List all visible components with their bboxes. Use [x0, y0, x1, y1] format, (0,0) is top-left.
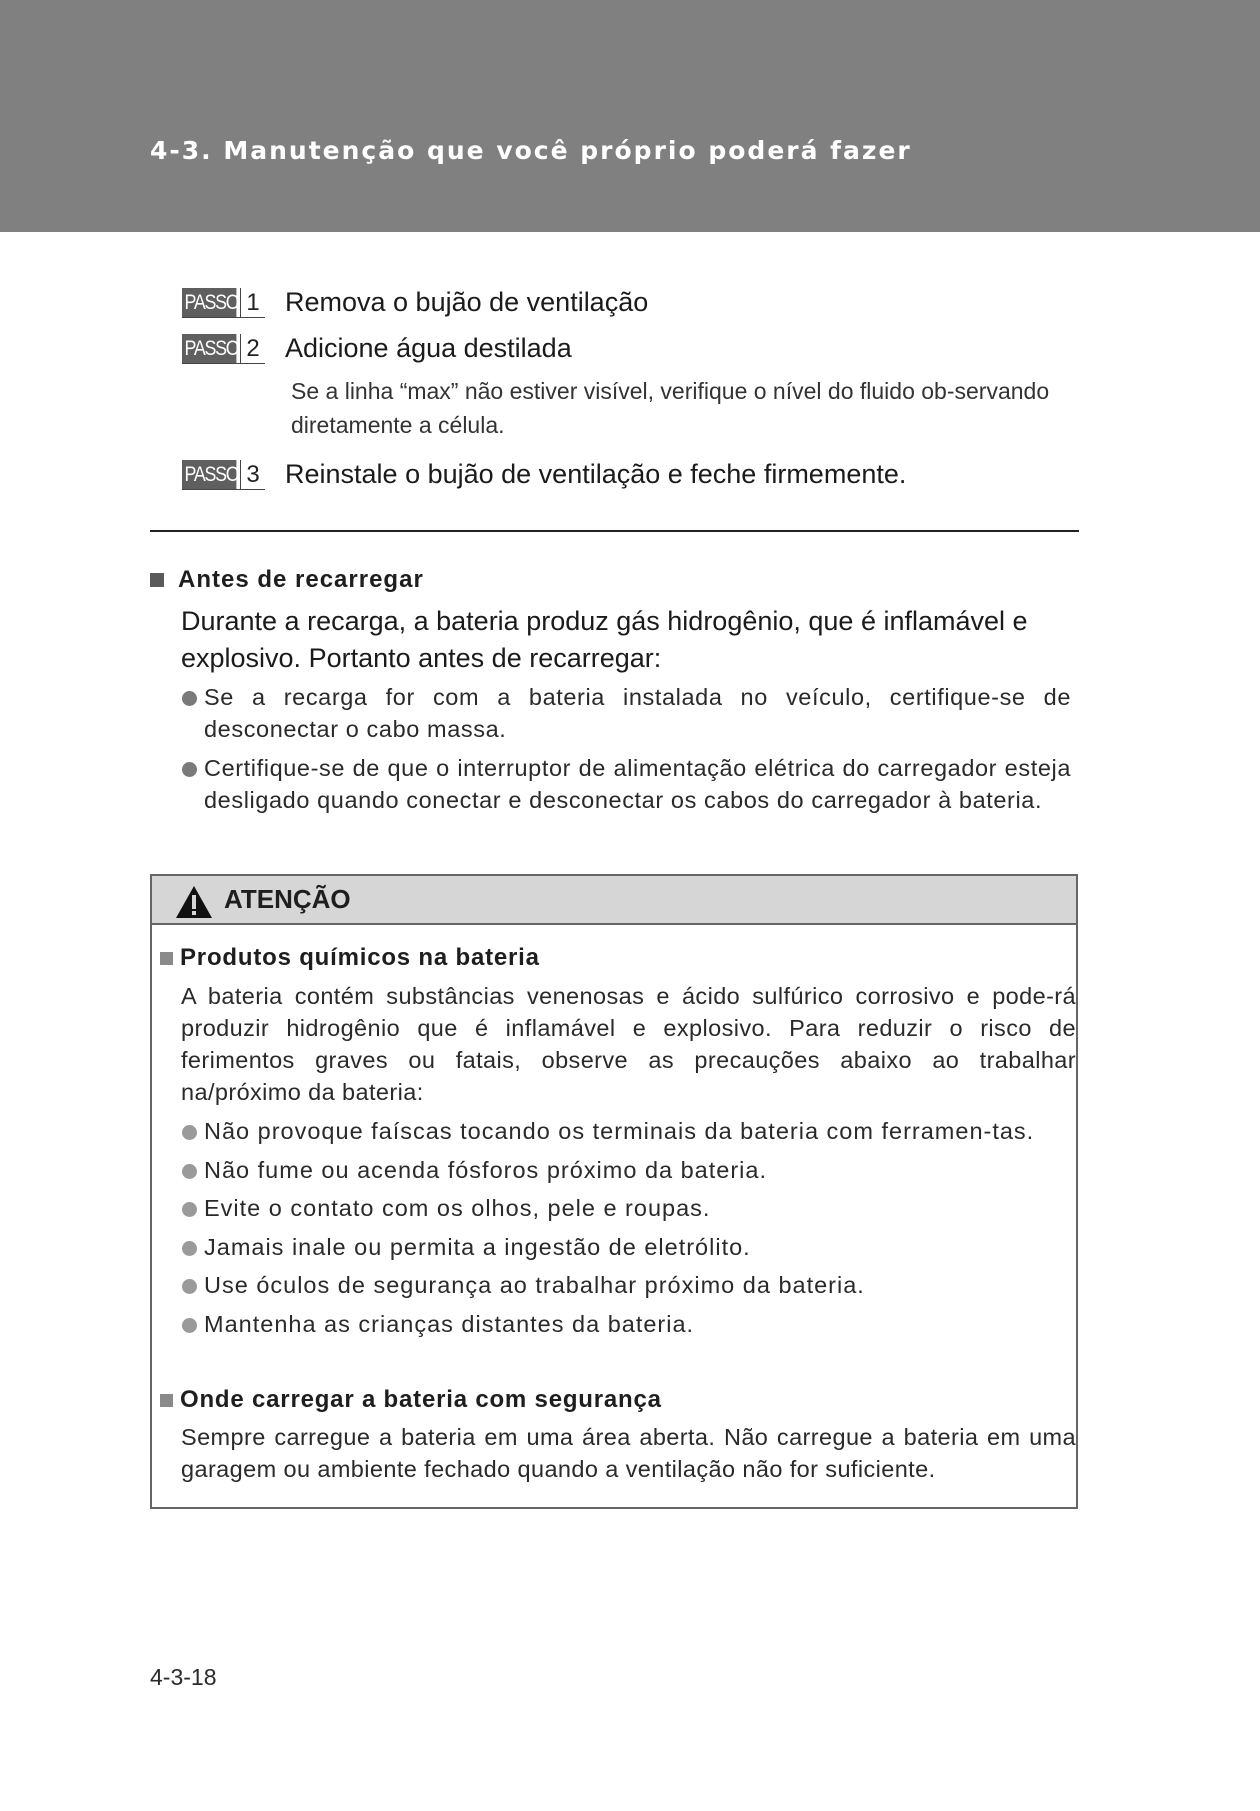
- chapter-title: 4-3. Manutenção que você próprio poderá fazer: [150, 136, 912, 165]
- step-number: 1: [240, 288, 265, 317]
- list-item: Certifique-se de que o interruptor de alimentação elétrica do carregador esteja desligado quando conectar e desconectar os cabos do carregador à bateria.: [181, 753, 1071, 816]
- step-number: 3: [240, 460, 265, 489]
- warning-subheading-chemicals: Produtos químicos na bateria: [160, 944, 540, 972]
- step-badge-label: PASSO: [182, 460, 236, 489]
- step-1: [182, 284, 648, 320]
- step-badge-label: PASSO: [182, 288, 236, 317]
- section-bullets: [181, 682, 1071, 816]
- bullet-dot-icon: [182, 691, 197, 706]
- page-header: [0, 0, 1260, 232]
- warning-header: [152, 876, 1076, 925]
- square-bullet-icon: [160, 952, 173, 965]
- bullet-dot-icon: [182, 1279, 197, 1294]
- section-title: Antes de recarregar: [178, 566, 424, 593]
- bullet-dot-icon: [182, 1125, 197, 1140]
- bullet-dot-icon: [182, 762, 197, 777]
- bullet-dot-icon: [182, 1241, 197, 1256]
- warning-paragraph-chemicals: A bateria contém substâncias venenosas e ácido sulfúrico corrosivo e pode-rá produzir hidrogênio que é inflamável e explosivo. Para reduzir o risco de ferimentos graves ou fatais, observe as precauções abaixo ao trabalhar na/próximo da bateria:: [181, 983, 1076, 1105]
- list-item: Não provoque faíscas tocando os terminais da bateria com ferramen-tas.: [181, 1116, 1071, 1148]
- warning-paragraph-charging: Sempre carregue a bateria em uma área aberta. Não carregue a bateria em uma garagem ou ambiente fechado quando a ventilação não for suficiente.: [181, 1424, 1076, 1482]
- warning-title: ATENÇÃO: [224, 884, 351, 914]
- warning-box: [150, 874, 1078, 1509]
- section-heading: [150, 566, 424, 594]
- list-item: Não fume ou acenda fósforos próximo da bateria.: [181, 1155, 1071, 1187]
- step-badge-label: PASSO: [182, 334, 236, 363]
- step-text: Adicione água destilada: [285, 333, 572, 363]
- section-divider: [150, 530, 1079, 532]
- warning-subheading-charging: Onde carregar a bateria com segurança: [160, 1386, 662, 1414]
- step-text: Remova o bujão de ventilação: [285, 287, 649, 317]
- step-text: Reinstale o bujão de ventilação e feche firmemente.: [285, 459, 907, 489]
- step-3: [182, 456, 906, 492]
- square-bullet-icon: [160, 1394, 173, 1407]
- bullet-dot-icon: [182, 1318, 197, 1333]
- bullet-dot-icon: [182, 1202, 197, 1217]
- step-badge: [182, 334, 265, 364]
- section-lead: Durante a recarga, a bateria produz gás hidrogênio, que é inflamável e explosivo. Portanto antes de recarregar:: [181, 606, 1028, 673]
- warning-bullets: [181, 1116, 1071, 1340]
- list-item: Mantenha as crianças distantes da bateria.: [181, 1309, 1071, 1341]
- warning-triangle-icon: [174, 884, 214, 920]
- square-bullet-icon: [150, 573, 164, 587]
- bullet-dot-icon: [182, 1164, 197, 1179]
- step-badge: [182, 288, 265, 318]
- step-note: Se a linha “max” não estiver visível, verifique o nível do fluido ob-servando diretamente a célula.: [291, 378, 1050, 438]
- step-2: [182, 330, 572, 366]
- list-item: Se a recarga for com a bateria instalada no veículo, certifique-se de desconectar o cabo massa.: [181, 682, 1071, 745]
- step-badge: [182, 460, 265, 490]
- step-number: 2: [240, 334, 265, 363]
- list-item: Jamais inale ou permita a ingestão de eletrólito.: [181, 1232, 1071, 1264]
- list-item: Use óculos de segurança ao trabalhar próximo da bateria.: [181, 1270, 1071, 1302]
- list-item: Evite o contato com os olhos, pele e roupas.: [181, 1193, 1071, 1225]
- page-number: 4-3-18: [150, 1664, 217, 1690]
